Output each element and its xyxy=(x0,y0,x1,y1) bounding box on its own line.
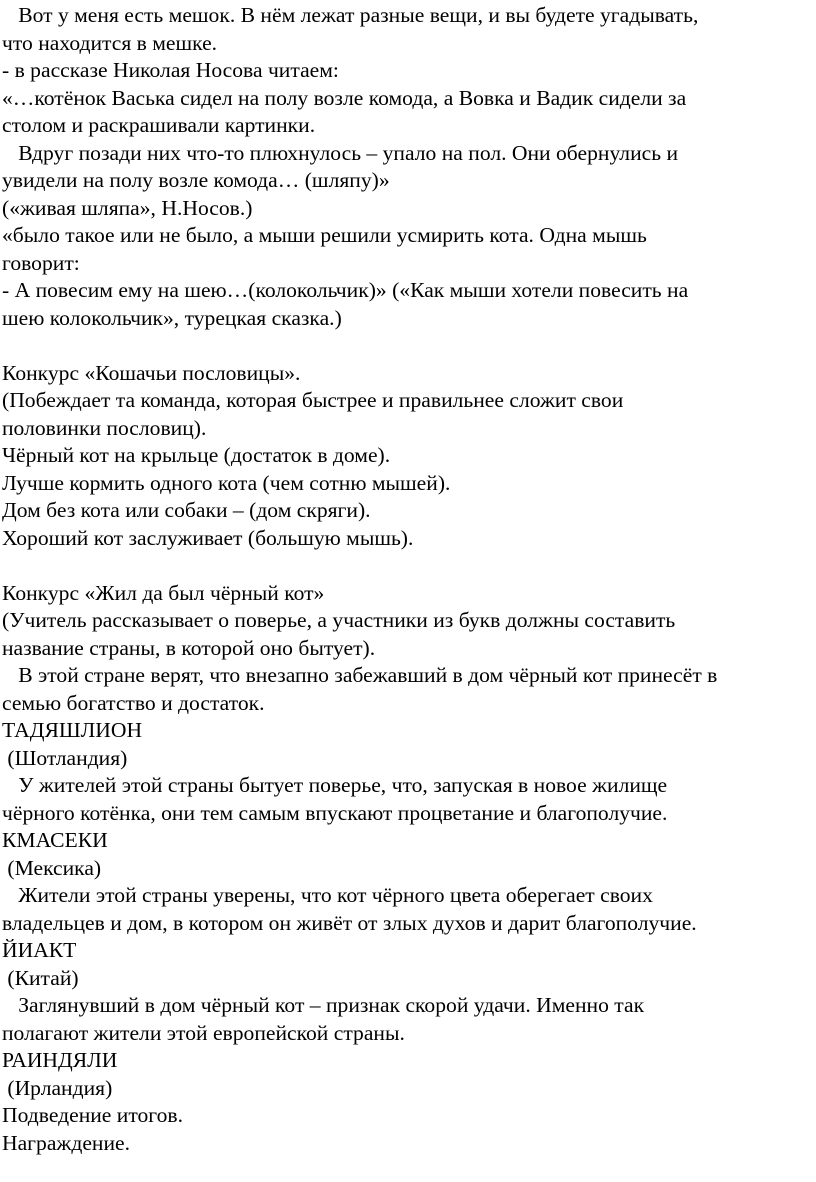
text-line: название страны, в которой оно бытует). xyxy=(2,635,376,660)
text-line: ЙИАКТ xyxy=(2,938,77,962)
text-line: - А повесим ему на шею…(колокольчик)» («Как мыши хотели повесить на xyxy=(2,278,689,302)
text-line: Дом без кота или собаки – (дом скряги). xyxy=(2,498,371,522)
text-line: - в рассказе Николая Носова читаем: xyxy=(2,58,339,82)
text-line: КМАСЕКИ xyxy=(2,828,108,852)
text-line: столом и раскрашивали картинки. xyxy=(2,113,316,137)
blank-line xyxy=(2,332,814,360)
text-line: увидели на полу возле комода… (шляпу)» xyxy=(2,168,390,192)
text-line: РАИНДЯЛИ xyxy=(2,1048,118,1072)
text-line: владельцев и дом, в котором он живёт от злых духов и дарит благополучие. xyxy=(2,910,697,935)
text-line: «было такое или не было, а мыши решили усмирить кота. Одна мышь xyxy=(2,223,647,247)
text-line: чёрного котёнка, они тем самым впускают процветание и благополучие. xyxy=(2,800,668,825)
text-line: Лучше кормить одного кота (чем сотню мышей). xyxy=(2,470,451,495)
text-line: «…котёнок Васька сидел на полу возле комода, а Вовка и Вадик сидели за xyxy=(2,85,687,110)
text-line: У жителей этой страны бытует поверье, что, запуская в новое жилище xyxy=(2,773,668,797)
text-line: половинки пословиц). xyxy=(2,415,207,440)
text-line: (Ирландия) xyxy=(2,1075,113,1100)
text-line: Награждение. xyxy=(2,1130,131,1155)
text-line: Вот у меня есть мешок. В нём лежат разные вещи, и вы будете угадывать, xyxy=(2,3,699,27)
text-line: полагают жители этой европейской страны. xyxy=(2,1020,405,1045)
text-line: (Китай) xyxy=(2,965,79,990)
text-line: семью богатство и достаток. xyxy=(2,690,265,715)
text-line: говорит: xyxy=(2,250,80,275)
text-line: Вдруг позади них что-то плюхнулось – упало на пол. Они обернулись и xyxy=(2,140,679,165)
text-line: В этой стране верят, что внезапно забежавший в дом чёрный кот принесёт в xyxy=(2,663,718,687)
text-line: шею колокольчик», турецкая сказка.) xyxy=(2,305,342,330)
text-line: Подведение итогов. xyxy=(2,1103,184,1127)
text-line: Жители этой страны уверены, что кот чёрного цвета оберегает своих xyxy=(2,883,653,907)
text-line: (Мексика) xyxy=(2,855,102,880)
document-page xyxy=(2,2,814,1157)
text-line: (Шотландия) xyxy=(2,745,128,770)
text-line: Конкурс «Кошачьи пословицы». xyxy=(2,360,301,385)
text-line: ТАДЯШЛИОН xyxy=(2,718,143,742)
text-line: Чёрный кот на крыльце (достаток в доме). xyxy=(2,443,391,467)
text-line: Хороший кот заслуживает (большую мышь). xyxy=(2,525,414,550)
blank-line xyxy=(2,552,814,580)
text-line: Заглянувший в дом чёрный кот – признак скорой удачи. Именно так xyxy=(2,993,645,1017)
text-line: что находится в мешке. xyxy=(2,30,218,55)
text-line: (Побеждает та команда, которая быстрее и правильнее сложит свои xyxy=(2,388,624,412)
text-line: («живая шляпа», Н.Носов.) xyxy=(2,195,253,220)
text-line: Конкурс «Жил да был чёрный кот» xyxy=(2,580,325,605)
text-line: (Учитель рассказывает о поверье, а участники из букв должны составить xyxy=(2,608,676,632)
